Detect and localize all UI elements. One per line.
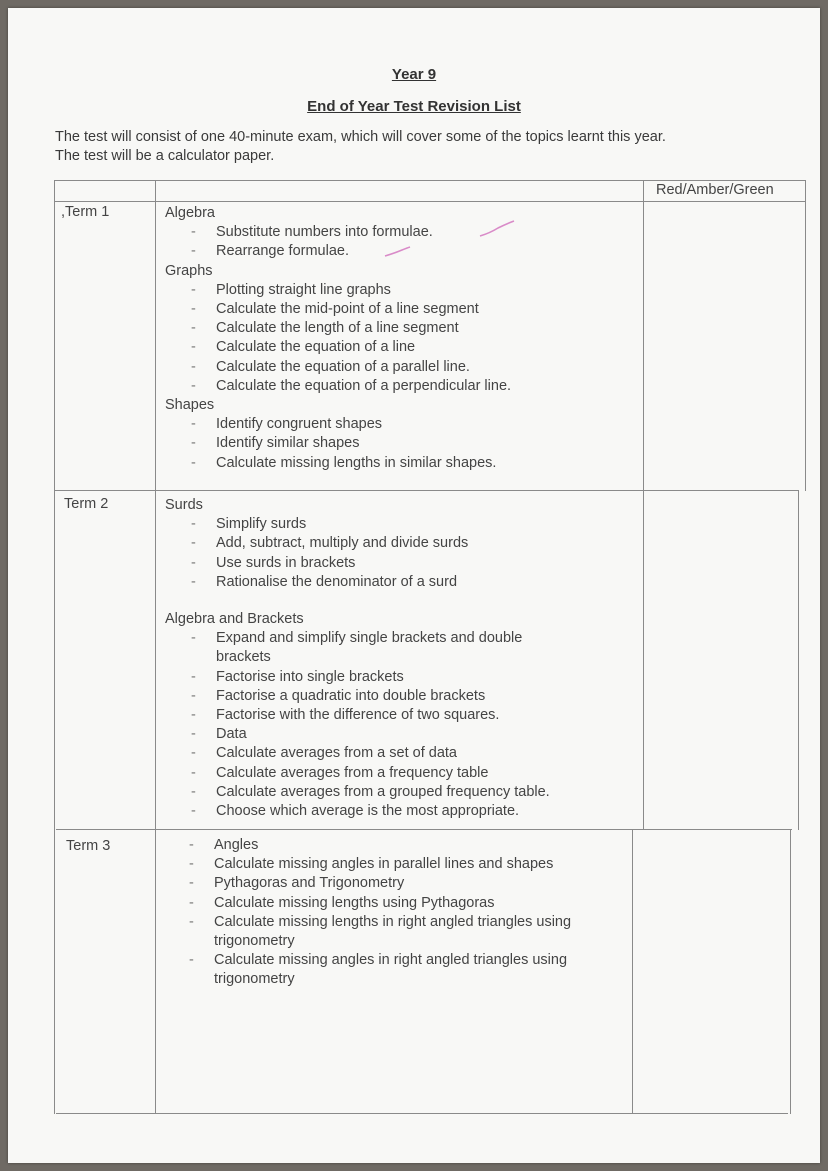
topic-heading: Shapes	[165, 397, 215, 414]
topic-item: - Calculate the equation of a line	[165, 338, 511, 357]
table-col-divider-3	[632, 829, 633, 1114]
table-row-divider-1	[55, 490, 799, 491]
table-border-right	[805, 180, 806, 491]
topic-item: - Factorise into single brackets	[165, 668, 615, 687]
topic-item: - Identify congruent shapes	[165, 415, 511, 434]
topic-item: - Expand and simplify single brackets and double brackets	[165, 629, 566, 667]
topic-item: - Substitute numbers into formulae.	[165, 223, 511, 242]
term-2-label: Term 2	[64, 496, 109, 512]
table-col-divider-1	[155, 180, 156, 1114]
table-header-divider	[54, 201, 806, 202]
topic-item: - Pythagoras and Trigonometry	[163, 874, 618, 893]
page-subtitle: End of Year Test Revision List	[307, 98, 521, 115]
intro-line-1: The test will consist of one 40-minute exam, which will cover some of the topics learnt this year.	[55, 129, 666, 145]
table-border-top	[54, 180, 806, 181]
topic-item: - Calculate missing angles in parallel lines and shapes	[163, 855, 618, 874]
rag-column-header: Red/Amber/Green	[656, 182, 774, 198]
topic-item: - Factorise with the difference of two squares.	[165, 706, 615, 725]
topic-item: - Use surds in brackets	[165, 554, 615, 573]
topic-item: - Calculate the equation of a parallel line.	[165, 358, 511, 377]
topic-item: - Data	[165, 725, 615, 744]
topic-item: - Calculate the equation of a perpendicular line.	[165, 377, 511, 396]
topic-item: - Calculate missing angles in right angled triangles using trigonometry	[163, 951, 618, 989]
table-border-bottom	[56, 1113, 788, 1114]
topic-heading: Surds	[165, 497, 203, 513]
topic-heading: Graphs	[165, 262, 213, 279]
topic-item: - Calculate missing lengths in right angled triangles using trigonometry	[163, 913, 618, 951]
table-col-divider-2	[643, 180, 644, 830]
topic-item: - Simplify surds	[165, 515, 615, 534]
topic-item: - Calculate missing lengths using Pythagoras	[163, 894, 618, 913]
term-1-label: ,Term 1	[61, 204, 110, 220]
topic-item: - Choose which average is the most appropriate.	[165, 802, 615, 821]
table-row-divider-2	[56, 829, 792, 830]
topic-item: - Factorise a quadratic into double brackets	[165, 687, 615, 706]
topic-item: - Rationalise the denominator of a surd	[165, 573, 615, 592]
topic-item: - Calculate averages from a grouped frequency table.	[165, 783, 615, 802]
table-border-left	[54, 180, 55, 1114]
page-title: Year 9	[391, 66, 437, 83]
term-1-topics	[165, 204, 511, 473]
topic-item: - Angles	[163, 836, 618, 855]
term-2-topics	[165, 496, 615, 821]
intro-line-2: The test will be a calculator paper.	[55, 148, 275, 164]
topic-item: - Calculate the mid-point of a line segment	[165, 300, 511, 319]
topic-heading: Algebra and Brackets	[165, 611, 304, 628]
topic-item: - Calculate missing lengths in similar shapes.	[165, 454, 511, 473]
topic-item: - Calculate averages from a frequency table	[165, 764, 615, 783]
term-3-topics	[163, 836, 618, 990]
topic-item: - Calculate averages from a set of data	[165, 744, 615, 763]
topic-item: - Identify similar shapes	[165, 434, 511, 453]
topic-item: - Plotting straight line graphs	[165, 281, 511, 300]
table-border-right-bottom	[790, 829, 791, 1114]
topic-item: - Add, subtract, multiply and divide surds	[165, 534, 615, 553]
topic-item: - Rearrange formulae.	[165, 242, 511, 261]
table-border-right-lower	[798, 490, 799, 830]
topic-item: - Calculate the length of a line segment	[165, 319, 511, 338]
term-3-label: Term 3	[66, 838, 111, 854]
topic-heading: Algebra	[165, 205, 215, 221]
